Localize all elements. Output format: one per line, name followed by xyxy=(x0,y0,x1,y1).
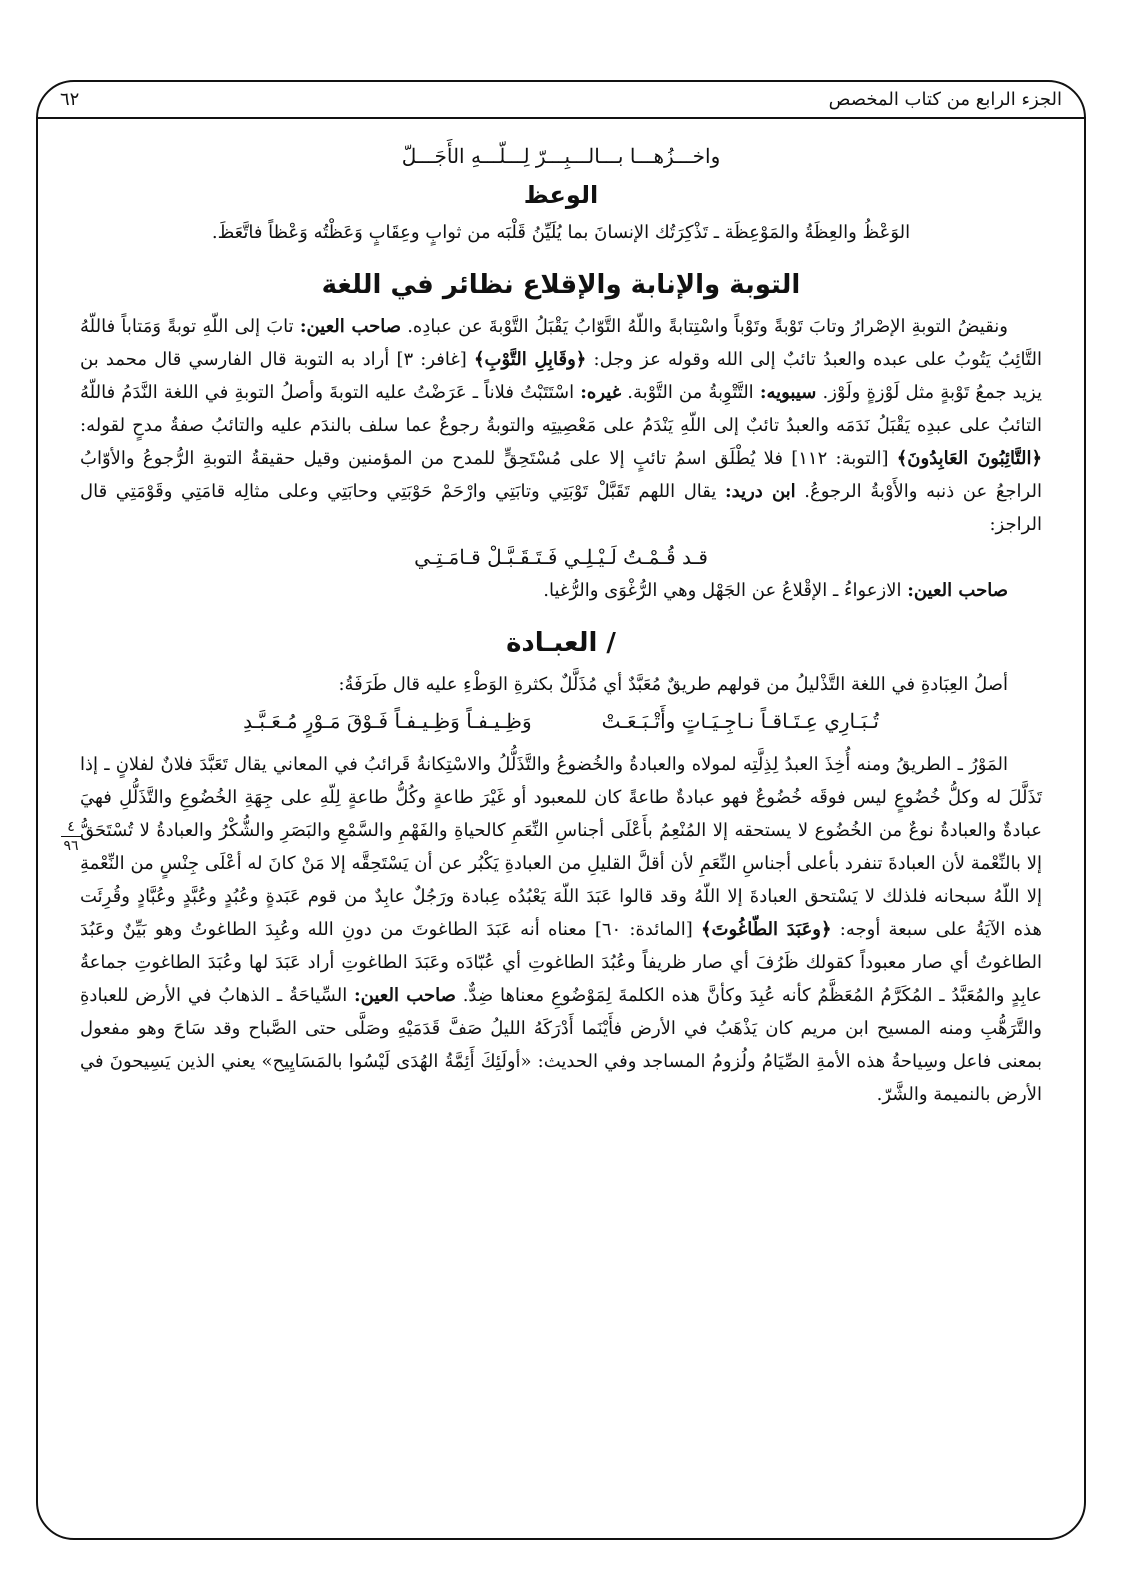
text-run: السِّياحَةُ ـ الذهابُ في الأرض للعبادةِ والتَّرَهُّبِ ومنه المسيح ابن مريم كان يَذْهَبُ في الأرض فأَيْنَما أَدْرَكَهُ الليلُ صَفَّ قَدَمَيْهِ وصَلَّى حتى الصَّباح وقد سَاحَ وهو مفعول بمعنى فاعل وسِياحةُ هذه الأمةِ الصِّيَامُ ولُزومُ المساجد وفي الحديث: «أولَئِكَ أَئِمَّةُ الهُدَى لَيْسُوا بالمَسَايِيح» يعني الذين يَسِيحونَ في الأرض بالنميمة والشَّرّ. xyxy=(80,985,1043,1105)
text-run: اسْتَتَبْتُ فلاناً ـ عَرَضْتُ عليه التوبةَ وأصلُ التوبةِ في اللغة النَّدَمُ فاللّهُ التائبُ على عبدِه يَقْبَلُ نَدَمَه والعبدُ تائبٌ إلى اللّهِ يَنْدَمُ على مَعْصِيتِه والتوبةُ رجوعٌ عما سلف بالندَم عليه والتائبُ صفةُ مدحٍ لقوله: xyxy=(80,382,1042,436)
text-run: تابَ إلى اللّهِ توبةً وَمَتاباً فاللّهُ التَّائِبُ يَتُوبُ على عبده والعبدُ تائبٌ إلى الله وقوله عز وجل: xyxy=(80,316,1042,370)
verse-second-hemistich: وَظِـيـفـاً وَظِـيـفـاً فَـوْقَ مَـوْرٍ مُـعَـبَّـدِ xyxy=(243,709,532,733)
text-run: يقال اللهم تَقَبَّلْ تَوْبَتِي وتابَتِي وارْحَمْ حَوْبَتِي وحابَتِي وعلى مثالِه قامَتِي وقَوْمَتِي قال الراجز: xyxy=(80,481,1042,535)
running-title: الجزء الرابع من كتاب المخصص xyxy=(828,88,1062,110)
section-title-ibada: / العبـادة xyxy=(506,628,616,658)
quran-quote: ﴿وعَبَدَ الطّاغُوتَ﴾ xyxy=(701,919,832,940)
opening-verse: واخـــزُهـــا بـــالـــبِـــرّ لِـــلّـــهِ الأَجَـــلّ xyxy=(401,144,721,168)
section-title-tawba: التوبة والإنابة والإقلاع نظائر في اللغة xyxy=(321,270,801,300)
text-run: [التوبة: ١١٢] فلا يُطْلَق اسمُ تائبٍ إلا على مُسْتَحِقٍّ للمدح من المؤمنين وقيل حقيقةُ التوبةِ الرُّجوعُ والأوّابُ الراجعُ عن ذنبه والأَوْبةُ الرجوعُ. xyxy=(80,448,1042,502)
text-run: [المائدة: ٦٠] معناه أنه عَبَدَ الطاغوتَ من دونِ الله وعُبِدَ الطاغوتُ وهو بَيِّنٌ وعَبُدَ الطاغوتُ أي صار معبوداً كقولك ظَرُفَ أي صار ظريفاً وعُبُدَ الطاغوتِ أي عُبّادَه وعَبَدَ الطاغوتِ أراد عَبَدَ لها وعُبَدَ الطاغوتِ جماعةُ عابِدٍ والمُعَبَّدُ ـ المُكَرَّمُ المُعَظَّمُ كأنه عُبِدَ وكأنَّ هذه الكلمةَ لِمَوْضُوعِ معناها ضِدٌّ. xyxy=(80,919,1042,1006)
paragraph-iqlaa xyxy=(80,574,1042,607)
source-label: غيره: xyxy=(580,382,622,403)
section-title-waaz: الوعظ xyxy=(523,181,599,209)
page-header xyxy=(36,82,1086,116)
paragraph-tawba xyxy=(80,310,1042,541)
source-label: صاحب العين: xyxy=(299,316,402,337)
rajaz-verse: قـد قُـمْـتُ لَـيْـلِـي فَـتَـقَـبَّـلْ قـامَـتِـي xyxy=(414,545,708,569)
text-run: التَّتْوِبةُ من التَّوْبة. xyxy=(627,382,754,403)
margin-reference-bottom: ٩٦ xyxy=(63,838,79,854)
tarafa-verse xyxy=(80,705,1042,738)
paragraph-ibada xyxy=(80,748,1042,1111)
main-text xyxy=(80,140,1042,1111)
quran-quote: ﴿وقَابِلِ التَّوْبِ﴾ xyxy=(473,349,587,370)
source-label: ابن دريد: xyxy=(725,481,796,502)
page-number: ٦٢ xyxy=(60,88,80,110)
header-divider xyxy=(36,117,1086,119)
source-label: صاحب العين: xyxy=(354,985,456,1006)
paragraph-waaz: الوَعْظُ والعِظَةُ والمَوْعِظَة ـ تَذْكِرَتُك الإنسانَ بما يُلَيِّنُ قَلْبَه من ثوابٍ وعِقَابٍ وَعَظْتُه وَعْظاً فاتَّعَظَ. xyxy=(211,222,911,243)
margin-reference-top: ٤ xyxy=(67,819,75,835)
quran-quote: ﴿التَّائِبُونَ العَابِدُونَ﴾ xyxy=(896,448,1043,469)
text-run: ونقيضُ التوبةِ الإصْرارُ وتابَ تَوْبةً وتَوْباً واسْتِتابةً واللّهُ التَّوّابُ يَقْبَلُ التَّوْبةَ عن عبادِه. xyxy=(407,316,1008,337)
text-run: [غافر: ٣] أراد به التوبة قال الفارسي قال محمد بن يزيد جمعُ تَوْبةٍ مثل لَوْزةٍ ولَوْز. xyxy=(80,349,1042,403)
verse-first-hemistich: تُـبَـارِي عِـتَـاقـاً نـاجِـيَـاتٍ وأَتْـبَـعَـتْ xyxy=(601,709,879,733)
source-label: سيبويه: xyxy=(759,382,817,403)
margin-reference-bar xyxy=(61,836,81,837)
paragraph-ibada-intro: أصلُ العِبَادةِ في اللغة التَّذْليلُ من قولهم طريقٌ مُعَبَّدٌ أي مُذَلَّلٌ بكثرةِ الوَطْءِ عليه قال طَرَفَةُ: xyxy=(338,674,1008,695)
text-run: الازعواءُ ـ الإقْلاعُ عن الجَهْل وهي الرُّغْوَى والرُّغيا. xyxy=(543,580,902,601)
text-run: المَوْرُ ـ الطريقُ ومنه أُخِذَ العبدُ لِذِلَّتِه لمولاه والعبادةُ والخُضوعُ والتَّذَلُّلُ والاسْتِكانةُ قَرائبُ في المعاني يقال تَعَبَّدَ فلانٌ لفلانٍ ـ إذا تَذَلَّلَ له وكلُّ خُضُوعٍ ليس فوقَه خُضُوعٌ فهو عبادةٌ طاعةً كان للمعبود أو غَيْرَ طاعةٍ وكُلُّ طاعةٍ لِلّهِ على جِهَةِ الخُضُوعِ والتَّذَلُّلِ فهيَ عبادةٌ والعبادةُ نوعٌ من الخُضُوع لا يستحقه إلا المُنْعِمُ بأَعْلَى أجناسِ النِّعَمِ كالحياةِ والفَهْمِ والسَّمْعِ والبَصَرِ والشُّكْرُ والعبادةُ لا تُسْتَحَقُّ إلا بالنِّعْمة لأن العبادةَ تنفرد بأعلى أجناسِ النِّعَمِ لأن أقلَّ القليلِ من العبادةِ يَكْبُر عن أن يَسْتَحِقَّه إلا مَنْ كانَ له أعْلَى جِنْسٍ من النِّعْمةِ إلا اللّهُ سبحانه فلذلك لا يَسْتحق العبادةَ إلا اللّهُ وقد قالوا عَبَدَ اللّهَ يَعْبُدُه عِبادة ورَجُلٌ عابِدٌ من قوم عَبَدةٍ وعُبُدٍ وعُبَّدٍ وعُبَّادٍ وقُرِئَت هذه الآيَةُ على سبعة أوجه: xyxy=(80,754,1042,940)
source-label: صاحب العين: xyxy=(907,580,1008,601)
